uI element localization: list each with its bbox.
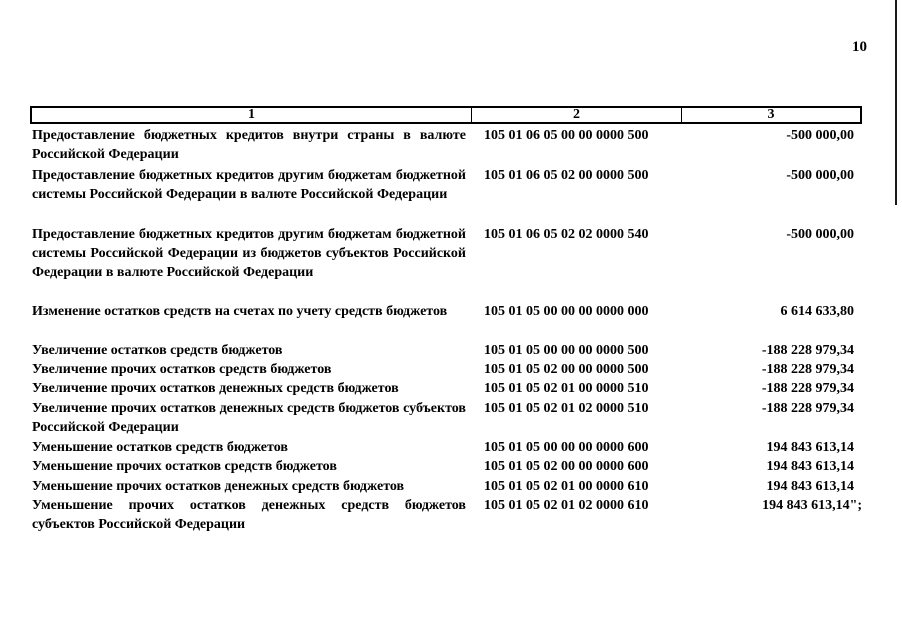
row-amount: 194 843 613,14 xyxy=(766,479,854,494)
row-amount: 194 843 613,14"; xyxy=(762,498,862,513)
column-header-3: 3 xyxy=(767,107,775,122)
row-code: 105 01 05 00 00 00 0000 600 xyxy=(484,440,649,455)
row-code: 105 01 05 02 00 00 0000 600 xyxy=(484,459,649,474)
row-amount: -188 228 979,34 xyxy=(761,381,854,396)
row-amount: 6 614 633,80 xyxy=(780,304,854,319)
scan-edge-line xyxy=(895,0,897,205)
row-amount: -188 228 979,34 xyxy=(761,343,854,358)
page-number: 10 xyxy=(852,39,867,55)
row-code: 105 01 05 02 00 00 0000 500 xyxy=(484,362,649,377)
row-name: Уменьшение остатков средств бюджетов xyxy=(32,440,288,455)
row-code: 105 01 06 05 02 02 0000 540 xyxy=(484,227,649,242)
row-name: Уменьшение прочих остатков средств бюджетов xyxy=(32,459,337,474)
row-code: 105 01 05 02 01 00 0000 510 xyxy=(484,381,649,396)
row-amount: -500 000,00 xyxy=(786,227,854,242)
row-code: 105 01 05 02 01 02 0000 610 xyxy=(484,498,649,513)
row-name: Увеличение прочих остатков денежных средств бюджетов субъектов Российской Федерации xyxy=(32,401,466,435)
row-code: 105 01 06 05 02 00 0000 500 xyxy=(484,168,649,183)
row-name: Уменьшение прочих остатков денежных средств бюджетов субъектов Российской Федерации xyxy=(32,498,466,532)
row-amount: -188 228 979,34 xyxy=(761,401,854,416)
row-name: Увеличение прочих остатков средств бюджетов xyxy=(32,362,332,377)
row-name: Изменение остатков средств на счетах по учету средств бюджетов xyxy=(32,304,448,319)
row-name: Предоставление бюджетных кредитов другим бюджетам бюджетной системы Российской Федерации из бюджетов субъектов Российской Федерации в валюте Российской Федерации xyxy=(32,227,466,280)
row-amount: -500 000,00 xyxy=(786,168,854,183)
row-code: 105 01 05 02 01 02 0000 510 xyxy=(484,401,649,416)
row-name: Увеличение прочих остатков денежных средств бюджетов xyxy=(32,381,399,396)
table-header xyxy=(30,106,862,124)
row-name: Уменьшение прочих остатков денежных средств бюджетов xyxy=(32,479,405,494)
row-name: Предоставление бюджетных кредитов внутри страны в валюте Российской Федерации xyxy=(32,128,466,162)
row-code: 105 01 05 00 00 00 0000 000 xyxy=(484,304,649,319)
row-name: Предоставление бюджетных кредитов другим бюджетам бюджетной системы Российской Федерации в валюте Российской Федерации xyxy=(32,168,466,202)
row-amount: -188 228 979,34 xyxy=(761,362,854,377)
row-code: 105 01 05 02 01 00 0000 610 xyxy=(484,479,649,494)
column-header-1: 1 xyxy=(32,108,472,122)
column-header-2: 2 xyxy=(472,108,682,122)
row-code: 105 01 05 00 00 00 0000 500 xyxy=(484,343,649,358)
row-amount: -500 000,00 xyxy=(786,128,854,143)
row-amount: 194 843 613,14 xyxy=(766,440,854,455)
row-name: Увеличение остатков средств бюджетов xyxy=(32,343,283,358)
row-code: 105 01 06 05 00 00 0000 500 xyxy=(484,128,649,143)
row-amount: 194 843 613,14 xyxy=(766,459,854,474)
